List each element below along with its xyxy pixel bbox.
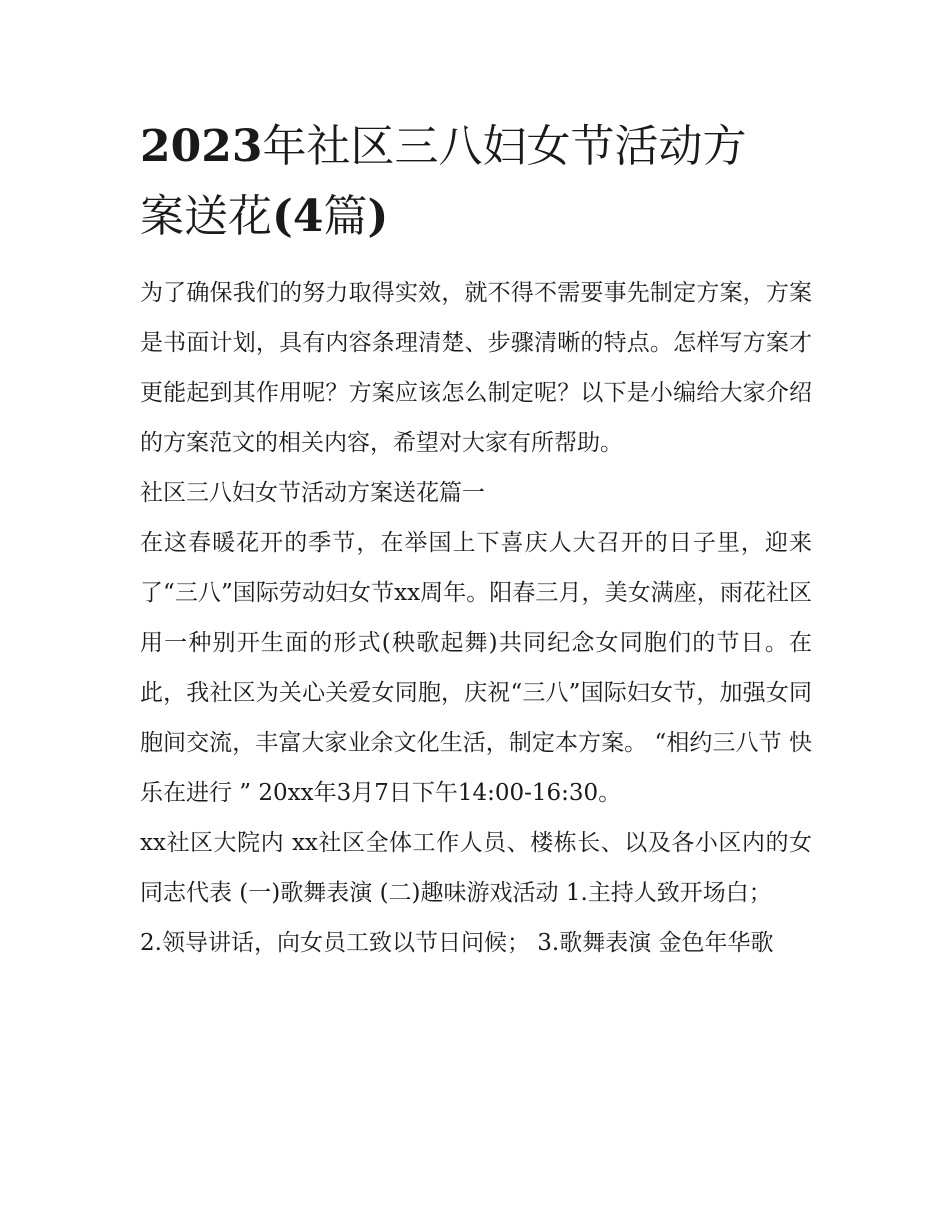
title-part-1: 年社区三八妇女节活动方: [262, 121, 747, 172]
title-part-2: 案送花: [140, 191, 272, 242]
title-part-4: 篇: [323, 191, 368, 242]
document-body: [140, 268, 812, 968]
document-title: [140, 112, 812, 252]
section-heading: 社区三八妇女节活动方案送花篇一: [140, 480, 485, 506]
document-page: [140, 112, 812, 968]
title-year: 2023: [140, 121, 263, 172]
body-paragraph-2: xx社区大院内 xx社区全体工作人员、楼栋长、以及各小区内的女同志代表 (一)歌舞表演 (二)趣味游戏活动 1.主持人致开场白；: [140, 830, 812, 906]
body-paragraph-3: 2.领导讲话，向女员工致以节日问候； 3.歌舞表演 金色年华歌: [140, 930, 774, 956]
body-paragraph-1: 在这春暖花开的季节，在举国上下喜庆人大召开的日子里，迎来了“三八”国际劳动妇女节xx周年。阳春三月，美女满座，雨花社区用一种别开生面的形式(秧歌起舞)共同纪念女同胞们的节日。在此，我社区为关心关爱女同胞，庆祝“三八”国际妇女节，加强女同胞间交流，丰富大家业余文化生活，制定本方案。 “相约三八节 快乐在进行 ” 20xx年3月7日下午14:00-16:30。: [140, 530, 812, 806]
title-part-5: ): [367, 191, 389, 242]
intro-paragraph: 为了确保我们的努力取得实效，就不得不需要事先制定方案，方案是书面计划，具有内容条理清楚、步骤清晰的特点。怎样写方案才更能起到其作用呢？方案应该怎么制定呢？以下是小编给大家介绍的方案范文的相关内容，希望对大家有所帮助。: [140, 280, 812, 456]
title-part-3: (4: [272, 191, 324, 242]
